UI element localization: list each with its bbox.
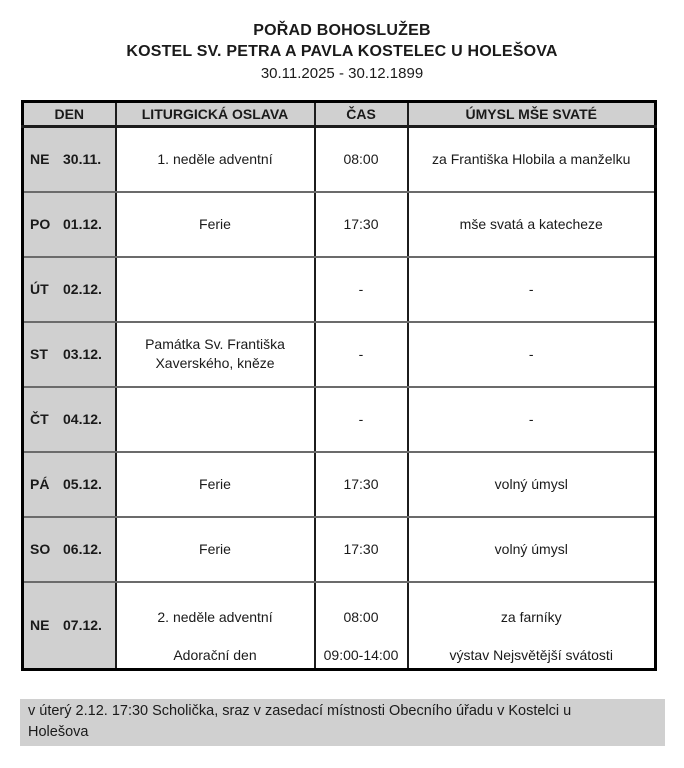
page-title: POŘAD BOHOSLUŽEB [253, 22, 431, 39]
time-primary: 08:00 [343, 608, 379, 625]
celebration-cell: Památka Sv. Františka Xaverského, kněze [116, 322, 315, 387]
table-row-pa-05-12 [23, 452, 656, 517]
celebration-cell [116, 582, 315, 670]
day-abbr: SO [30, 540, 51, 557]
table-header [23, 102, 656, 127]
time-cell: - [315, 257, 408, 322]
column-header-cas: ČAS [315, 102, 408, 127]
header-row [23, 102, 656, 127]
intention-cell: za Františka Hlobila a manželku [408, 127, 656, 192]
day-cell [23, 452, 116, 517]
document-header [0, 20, 684, 84]
time-cell [315, 582, 408, 670]
column-header-umysl: ÚMYSL MŠE SVATÉ [408, 102, 656, 127]
schedule-table [21, 100, 657, 671]
footer-note [20, 699, 665, 746]
time-secondary: 09:00-14:00 [323, 646, 399, 663]
celebration-primary: 2. neděle adventní [157, 608, 273, 625]
day-abbr: PÁ [30, 475, 50, 492]
table-row-so-06-12 [23, 517, 656, 582]
table-row-ct-04-12 [23, 387, 656, 452]
intention-cell [408, 582, 656, 670]
church-name: KOSTEL SV. PETRA A PAVLA KOSTELEC U HOLEŠOVA [126, 43, 558, 60]
time-cell: - [315, 387, 408, 452]
celebration-cell: Ferie [116, 517, 315, 582]
day-abbr: ÚT [30, 280, 49, 297]
day-abbr: NE [30, 150, 50, 167]
time-cell: 17:30 [315, 192, 408, 257]
day-date: 01.12. [63, 215, 102, 232]
day-date: 03.12. [63, 345, 102, 362]
day-cell [23, 582, 116, 670]
day-cell [23, 387, 116, 452]
day-date: 30.11. [63, 150, 102, 167]
column-header-liturgicka-oslava: LITURGICKÁ OSLAVA [116, 102, 315, 127]
table-row-ut-02-12 [23, 257, 656, 322]
day-date: 07.12. [63, 616, 102, 633]
day-date: 04.12. [63, 410, 102, 427]
footer-note-line1: v úterý 2.12. 17:30 Scholička, sraz v zasedací místnosti Obecního úřadu v Kostelci u [28, 703, 572, 719]
celebration-cell: Ferie [116, 192, 315, 257]
day-abbr: PO [30, 215, 51, 232]
table-row-ne-07-12 [23, 582, 656, 670]
time-cell: - [315, 322, 408, 387]
time-cell: 17:30 [315, 452, 408, 517]
day-cell [23, 322, 116, 387]
day-cell [23, 257, 116, 322]
day-date: 05.12. [63, 475, 102, 492]
intention-secondary: výstav Nejsvětější svátosti [449, 646, 613, 663]
day-date: 02.12. [63, 280, 102, 297]
intention-primary: za farníky [500, 608, 562, 625]
day-cell [23, 517, 116, 582]
celebration-cell: Ferie [116, 452, 315, 517]
intention-cell: mše svatá a katecheze [408, 192, 656, 257]
celebration-cell [116, 387, 315, 452]
time-cell: 17:30 [315, 517, 408, 582]
intention-cell: volný úmysl [408, 452, 656, 517]
day-date: 06.12. [63, 540, 102, 557]
intention-cell: volný úmysl [408, 517, 656, 582]
date-range: 30.11.2025 - 30.12.1899 [260, 65, 424, 82]
celebration-secondary: Adorační den [173, 646, 257, 663]
intention-cell: - [408, 322, 656, 387]
table-row-ne-30-11 [23, 127, 656, 192]
day-abbr: ST [30, 345, 48, 362]
day-cell [23, 192, 116, 257]
day-abbr: ČT [30, 410, 49, 427]
footer-note-line2: Holešova [28, 724, 89, 740]
column-header-den: DEN [23, 102, 116, 127]
day-cell [23, 127, 116, 192]
table-row-po-01-12 [23, 192, 656, 257]
day-abbr: NE [30, 616, 50, 633]
intention-cell: - [408, 387, 656, 452]
celebration-cell: 1. neděle adventní [116, 127, 315, 192]
celebration-cell [116, 257, 315, 322]
intention-cell: - [408, 257, 656, 322]
table-row-st-03-12 [23, 322, 656, 387]
time-cell: 08:00 [315, 127, 408, 192]
